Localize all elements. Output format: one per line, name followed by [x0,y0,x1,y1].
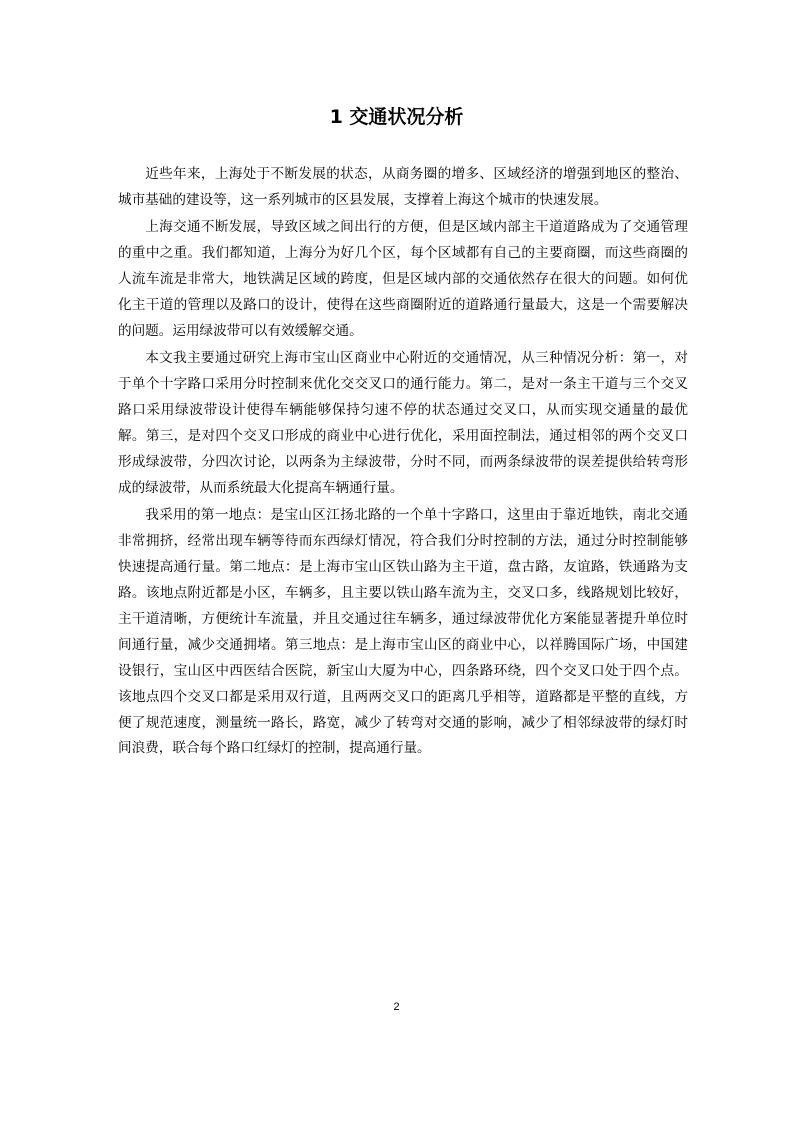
paragraph-1: 近些年来，上海处于不断发展的状态，从商务圈的增多、区域经济的增强到地区的整治、城市基础的建设等，这一系列城市的区县发展，支撑着上海这个城市的快速发展。 [118,166,688,208]
paragraph-2: 上海交通不断发展，导致区域之间出行的方便，但是区域内部主干道道路成为了交通管理的重中之重。我们都知道，上海分为好几个区，每个区域都有自己的主要商圈，而这些商圈的人流车流是非常大，地铁满足区域的跨度，但是区域内部的交通依然存在很大的问题。如何优化主干道的管理以及路口的设计，使得在这些商圈附近的道路通行量最大，这是一个需要解决的问题。运用绿波带可以有效缓解交通。 [118,219,688,339]
page-number: 2 [393,1001,400,1013]
paragraph-3: 本文我主要通过研究上海市宝山区商业中心附近的交通情况，从三种情况分析：第一，对于单个十字路口采用分时控制来优化交交叉口的通行能力。第二，是对一条主干道与三个交叉路口采用绿波带设计使得车辆能够保持匀速不停的状态通过交叉口，从而实现交通量的最优解。第三，是对四个交叉口形成的商业中心进行优化，采用面控制法，通过相邻的两个交叉口形成绿波带，分四次讨论，以两条为主绿波带，分时不同，而两条绿波带的误差提供给转弯形成的绿波带，从而系统最大化提高车辆通行量。 [118,350,688,496]
section-title: 1 交通状况分析 [329,106,464,128]
body-text [118,162,688,764]
paragraph-4: 我采用的第一地点：是宝山区江扬北路的一个单十字路口，这里由于靠近地铁，南北交通非常拥挤，经常出现车辆等待而东西绿灯情况，符合我们分时控制的方法，通过分时控制能够快速提高通行量。第二地点：是上海市宝山区铁山路为主干道，盘古路，友谊路，铁通路为支路。该地点附近都是小区，车辆多，且主要以铁山路车流为主，交叉口多，线路规划比较好，主干道清晰，方便统计车流量，并且交通过往车辆多，通过绿波带优化方案能显著提升单位时间通行量，减少交通拥堵。第三地点：是上海市宝山区的商业中心，以祥腾国际广场，中国建设银行，宝山区中西医结合医院，新宝山大厦为中心，四条路环绕，四个交叉口处于四个点。该地点四个交叉口都是采用双行道，且两两交叉口的距离几乎相等，道路都是平整的直线，方便了规范速度，测量统一路长，路宽，减少了转弯对交通的影响，减少了相邻绿波带的绿灯时间浪费，联合每个路口红绿灯的控制，提高通行量。 [118,507,688,757]
